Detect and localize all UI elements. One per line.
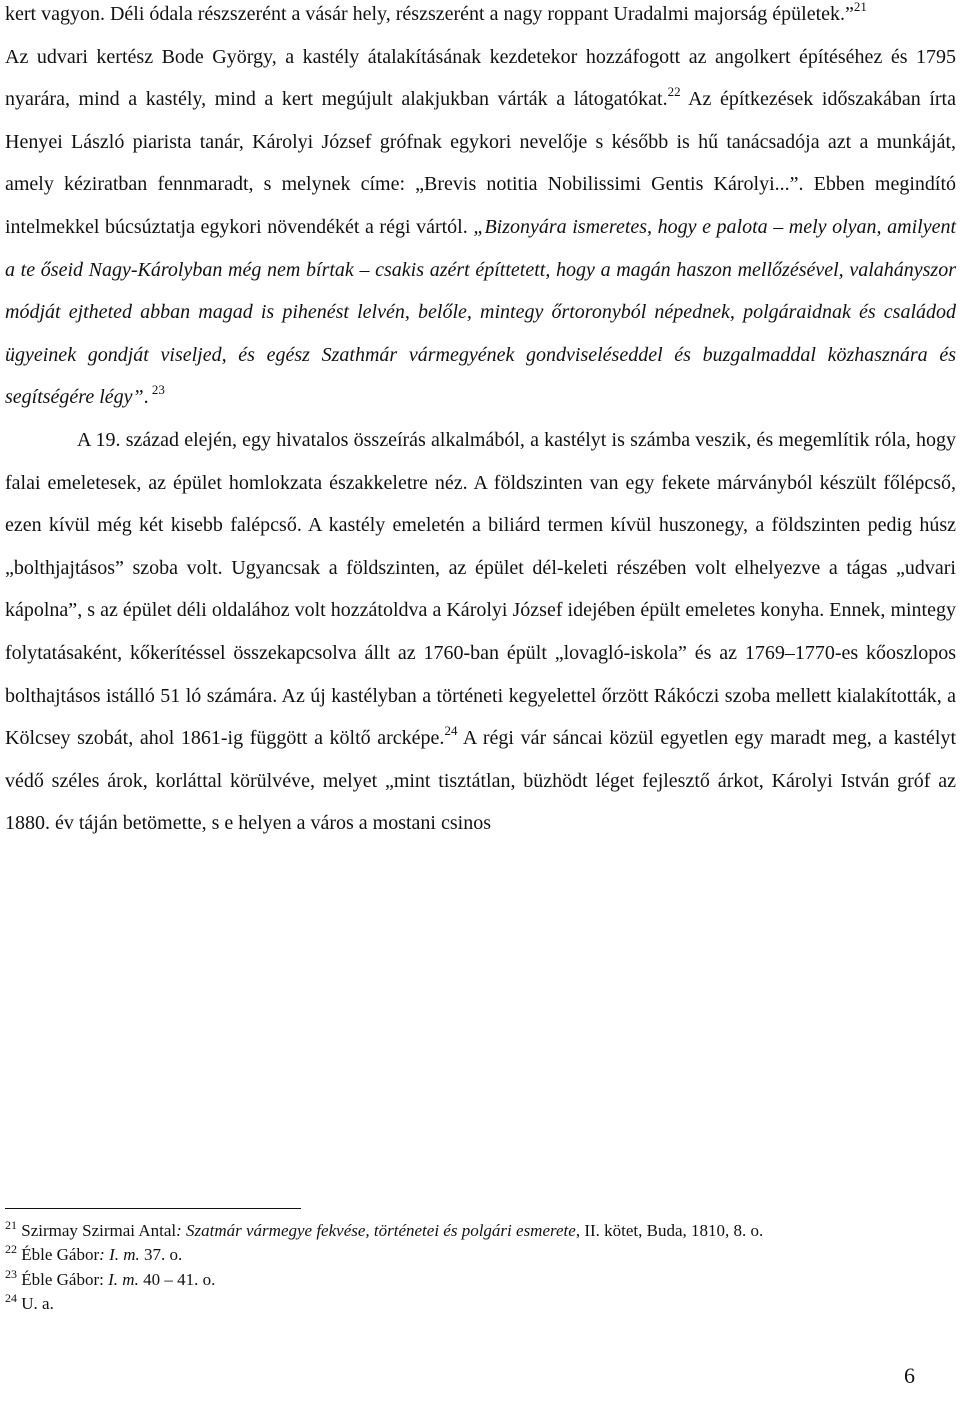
paragraph-2-sentence-1: A 19. század elején, egy hivatalos összeírás alkalmából, a kastélyt is számba veszik, és megemlítik róla, hogy falai emeletesek, az épület homlokzata északkeletre néz. A földszinten van egy fekete márványból készült főlépcső, ezen kívül még két kisebb falépcső. A kastély emeletén a biliárd termen kívül huszonegy, a földszinten pedig húsz „bolthjajtásos” szoba volt. Ugyancsak a földszinten, az épület dél-keleti részében volt elhelyezve a tágas „udvari kápolna”, s az épület déli oldalához volt hozzátoldva a Károlyi József idejében épült emeletes konyha. Ennek, mintegy folytatásaként, kőkerítéssel összekapcsolva állt az 1760-ban épült „lovagló-iskola” és az 1769–1770-es kőoszlopos bolthajtásos istálló 51 ló számára. Az új kastélyban a történeti kegyelettel őrzött Rákóczi szoba mellett kialakították, a Kölcsey szobát, ahol 1861-ig függött a költő arcképe.	[5, 428, 956, 750]
footnote-ref-22: 22	[667, 84, 681, 100]
footnote-number: 24	[5, 1290, 17, 1305]
paragraph-2-sentence-2: A régi vár sáncai közül egyetlen egy maradt meg, a kastélyt védő széles árok, korláttal körülvéve, melyet „mint tisztátlan, büzhödt léget fejlesztő árkot, Károlyi István gróf az 1880. év táján betömette, s e helyen a város a mostani csinos	[5, 727, 957, 835]
footnote-separator-colon: :	[176, 1221, 187, 1240]
footnote-number: 22	[5, 1242, 17, 1257]
footnote-details: , II. kötet, Buda, 1810, 8. o.	[575, 1221, 764, 1240]
footnote-23	[5, 1268, 945, 1292]
page-number: 6	[904, 1363, 915, 1388]
footnotes	[5, 1219, 945, 1316]
footnote-details: 40 – 41. o.	[138, 1269, 216, 1289]
paragraph-1-sentence-2: Az udvari kertész Bode György, a kastély átalakításának kezdetekor hozzáfogott az angolkert építéséhez és 1795 nyarára, mind a kastély, mind a kert megújult alakjukban várták a látogatókat.	[5, 45, 956, 111]
closing-quote-mark: ”	[845, 3, 854, 25]
italic-quotation: „Bizonyára ismeretes, hogy e palota – mely olyan, amilyent a te őseid Nagy-Károlyban még nem bírtak – csakis azért építtetett, hogy a magán haszon mellőzésével, valahányszor módját ejtheted abban magad is pihenést lelvén, belőle, mintegy őrtoronyból népednek, polgáraidnak és családod ügyeinek gondját viseljed, és egész Szathmár vármegyének gondviseléseddel és buzgalmaddal közhasznára és segítségére légy”	[5, 215, 957, 409]
footnote-title: I. m.	[108, 1269, 139, 1289]
footnote-details: 37. o.	[139, 1245, 183, 1265]
paragraph-1	[5, 0, 956, 419]
footnote-separator-colon: :	[99, 1245, 110, 1265]
footnote-ref-23: 23	[148, 382, 165, 398]
footnote-number: 21	[5, 1218, 17, 1232]
body-text	[5, 0, 956, 845]
footnote-22	[5, 1243, 945, 1267]
footnote-number: 23	[5, 1266, 17, 1281]
footnote-title: I. m.	[109, 1245, 140, 1265]
footnote-author: Szirmay Szirmai Antal	[21, 1221, 177, 1240]
paragraph-2	[5, 419, 956, 845]
footnote-ref-24: 24	[444, 723, 458, 739]
footnote-ref-21: 21	[853, 0, 867, 14]
footnote-author: U. a.	[21, 1293, 54, 1313]
footnote-title: Szatmár vármegye fekvése, történetei és polgári esmerete	[186, 1221, 576, 1240]
footnote-author: Éble Gábor	[21, 1269, 100, 1289]
footnote-21	[5, 1219, 945, 1243]
paragraph-1-sentence-1: kert vagyon. Déli ódala részszerént a vásár hely, részszerént a nagy roppant Uradalmi majorság épületek.	[5, 3, 846, 25]
footnote-24	[5, 1292, 945, 1316]
paragraph-1-sentence-3: Az építkezések időszakában írta Henyei László piarista tanár, Károlyi József grófnak egykori nevelője s később is hű tanácsadója azt a munkáját, amely kéziratban fennmaradt, s melynek címe: „Brevis notitia Nobilissimi Gentis Károlyi...”. Ebben megindító intelmekkel búcsúztatja egykori növendékét a régi vártól.	[5, 88, 956, 238]
footnote-separator	[5, 1208, 301, 1209]
quotation-period: .	[143, 386, 149, 409]
footnote-separator-colon: :	[99, 1269, 109, 1289]
footnote-author: Éble Gábor	[21, 1245, 100, 1265]
